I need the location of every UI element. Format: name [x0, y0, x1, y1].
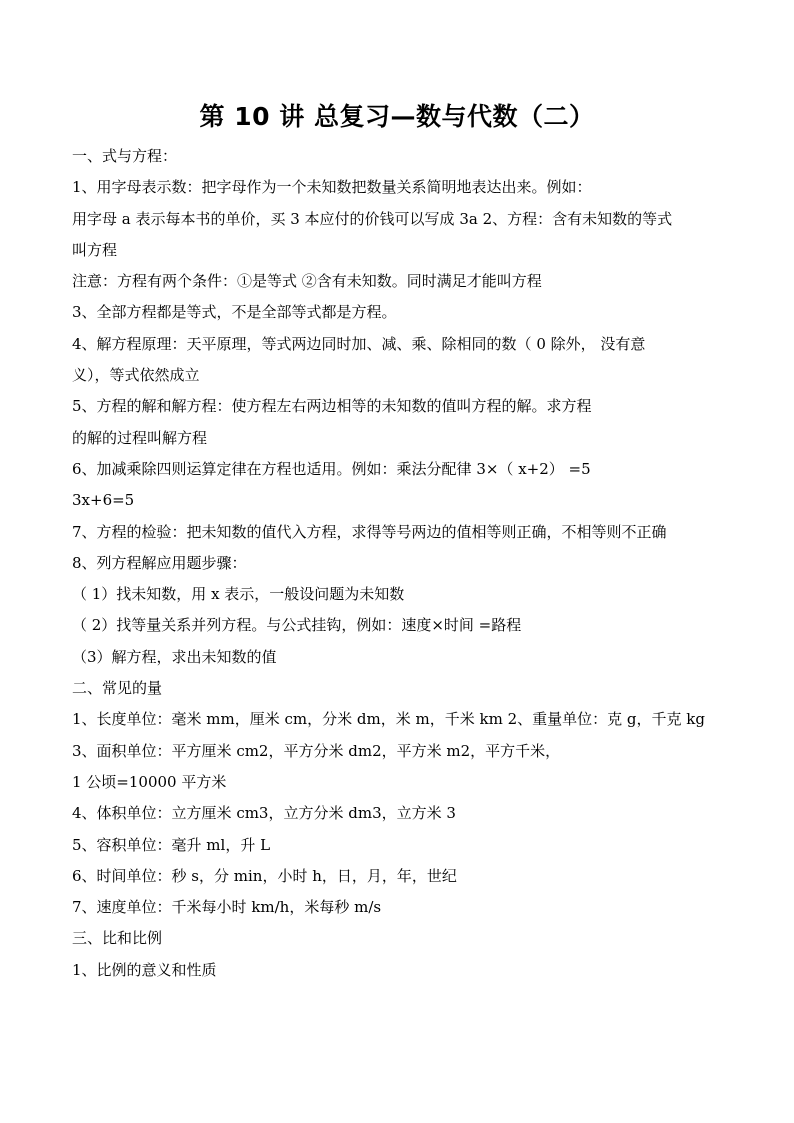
document-title: 第 10 讲 总复习—数与代数（二）	[199, 102, 595, 131]
document-body	[72, 141, 732, 986]
text-line: 8、列方程解应用题步骤：	[72, 553, 247, 572]
text-line: 1、长度单位：毫米 mm，厘米 cm，分米 dm，米 m，千米 km 2、重量单位：克 g，千克 kg	[72, 710, 705, 729]
text-line: 叫方程	[72, 240, 118, 259]
text-line: 4、解方程原理：天平原理，等式两边同时加、减、乘、除相同的数（ 0 除外， 没有意	[72, 334, 646, 353]
text-line: 3、面积单位：平方厘米 cm2，平方分米 dm2，平方米 m2，平方千米，	[72, 741, 561, 760]
text-line: 注意：方程有两个条件：①是等式 ②含有未知数。同时满足才能叫方程	[72, 272, 542, 291]
text-line: 义），等式依然成立	[72, 366, 200, 385]
text-line: （ 1）找未知数，用 x 表示，一般设问题为未知数	[72, 585, 405, 604]
text-line: （ 2）找等量关系并列方程。与公式挂钩，例如：速度×时间 =路程	[72, 616, 522, 635]
text-line: 3、全部方程都是等式，不是全部等式都是方程。	[72, 303, 397, 322]
text-line: 6、加减乘除四则运算定律在方程也适用。例如：乘法分配律 3×（ x+2） =5	[72, 459, 591, 478]
text-line: 的解的过程叫解方程	[72, 428, 208, 447]
text-line: 1、比例的意义和性质	[72, 960, 217, 979]
text-line: 7、速度单位：千米每小时 km/h，米每秒 m/s	[72, 898, 382, 917]
section-heading-quantities: 二、常见的量	[72, 679, 163, 698]
text-line: 用字母 a 表示每本书的单价，买 3 本应付的价钱可以写成 3a 2、方程：含有未知数的等式	[72, 209, 673, 228]
section-heading-equations: 一、式与方程：	[72, 147, 178, 165]
text-line: 5、容积单位：毫升 ml，升 L	[72, 835, 271, 854]
text-line: 6、时间单位：秒 s，分 min，小时 h，日，月，年，世纪	[72, 866, 457, 885]
text-line: 7、方程的检验：把未知数的值代入方程，求得等号两边的值相等则正确，不相等则不正确	[72, 522, 667, 541]
text-line: （3）解方程，求出未知数的值	[72, 647, 277, 666]
section-heading-ratio: 三、比和比例	[72, 929, 163, 948]
text-line: 5、方程的解和解方程：使方程左右两边相等的未知数的值叫方程的解。求方程	[72, 397, 592, 416]
text-line: 4、体积单位：立方厘米 cm3，立方分米 dm3，立方米 3	[72, 804, 456, 823]
text-line: 1 公顷=10000 平方米	[72, 772, 227, 791]
text-line: 1、用字母表示数：把字母作为一个未知数把数量关系简明地表达出来。例如：	[72, 178, 592, 197]
text-line: 3x+6=5	[72, 491, 135, 510]
